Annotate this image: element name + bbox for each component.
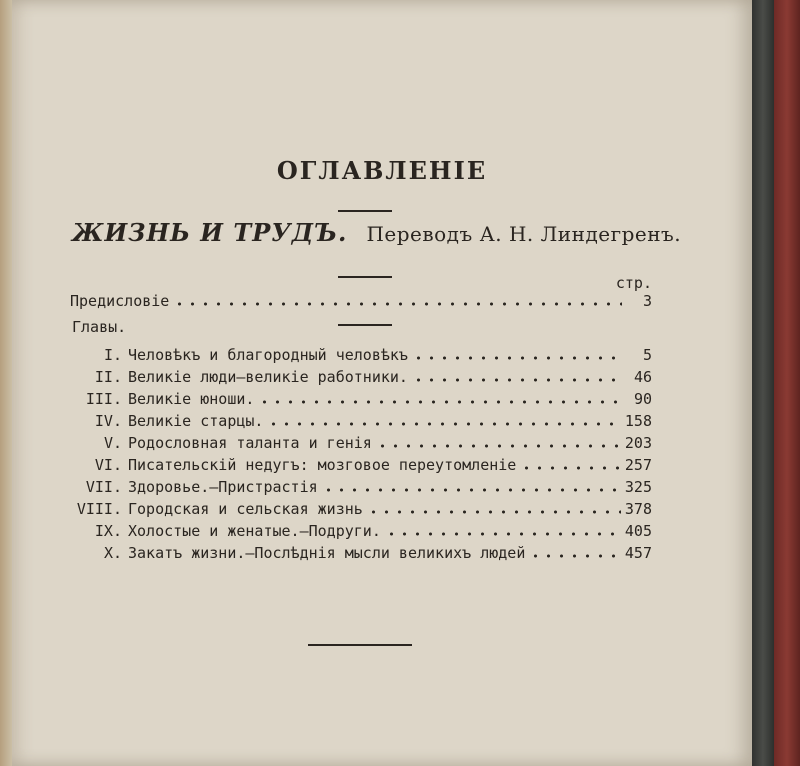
book-gutter	[0, 0, 12, 766]
chapter-title: Великiе старцы.	[128, 412, 264, 430]
chapter-page: 257	[624, 456, 652, 474]
title-divider	[338, 210, 392, 212]
dot-leader	[412, 356, 622, 360]
chapter-page: 5	[642, 346, 652, 364]
toc-preface-label: Предисловiе	[70, 292, 170, 310]
page-title: ОГЛАВЛЕНIЕ	[276, 156, 488, 185]
dot-leader	[258, 400, 622, 404]
toc-chapter-row[interactable]	[12, 386, 652, 408]
chapter-number: VIII.	[76, 500, 122, 518]
chapter-title: Закатъ жизни.—Послѣднiя мысли великихъ людей	[128, 544, 526, 562]
chapter-number: VI.	[94, 456, 122, 474]
dot-leader	[367, 510, 621, 514]
toc-chapter-row[interactable]	[12, 518, 652, 540]
book-title: ЖИЗНЬ И ТРУДЪ.	[72, 218, 348, 247]
toc-chapter-row[interactable]	[12, 342, 652, 364]
chapter-page: 46	[633, 368, 652, 386]
chapter-number: VII.	[85, 478, 122, 496]
book-cover-edge	[752, 0, 774, 766]
dot-leader	[520, 466, 621, 470]
dot-leader	[376, 444, 621, 448]
chapter-number: III.	[85, 390, 122, 408]
chapter-title: Холостые и женатые.—Подруги.	[128, 522, 381, 540]
chapter-number: I.	[103, 346, 122, 364]
chapter-page: 158	[624, 412, 652, 430]
chapter-number: II.	[94, 368, 122, 386]
chapter-title: Великiе люди—великiе работники.	[128, 368, 408, 386]
chapter-number: V.	[103, 434, 122, 452]
toc-chapter-row[interactable]	[12, 452, 652, 474]
dot-leader	[322, 488, 621, 492]
toc-chapter-row[interactable]	[12, 540, 652, 562]
book-divider	[338, 276, 392, 278]
end-rule	[308, 644, 412, 646]
dot-leader	[529, 554, 621, 558]
toc-chapter-row[interactable]	[12, 496, 652, 518]
toc-chapter-row[interactable]	[12, 408, 652, 430]
dot-leader	[267, 422, 620, 426]
toc-preface-row[interactable]	[70, 288, 652, 310]
chapter-page: 325	[624, 478, 652, 496]
toc-chapter-row[interactable]	[12, 364, 652, 386]
toc-chapter-row[interactable]	[12, 474, 652, 496]
page-column-header: стр.	[615, 274, 652, 292]
chapter-title: Человѣкъ и благородный человѣкъ	[128, 346, 408, 364]
chapter-title: Городская и сельская жизнь	[128, 500, 363, 518]
preface-divider	[338, 324, 392, 326]
chapter-page: 457	[624, 544, 652, 562]
toc-preface-page: 3	[642, 292, 652, 310]
chapter-title: Великiе юноши.	[128, 390, 255, 408]
chapters-heading: Главы.	[72, 318, 127, 336]
toc-chapter-row[interactable]	[12, 430, 652, 452]
dot-leader	[385, 532, 621, 536]
book-heading	[72, 218, 681, 247]
book-cover-spine	[774, 0, 800, 766]
book-translator: Переводъ А. Н. Линдегренъ.	[366, 222, 682, 246]
chapter-number: X.	[103, 544, 122, 562]
chapter-page: 378	[624, 500, 652, 518]
chapter-page: 90	[633, 390, 652, 408]
dot-leader	[412, 378, 622, 382]
chapter-page: 203	[624, 434, 652, 452]
chapter-title: Здоровье.—Пристрастiя	[128, 478, 318, 496]
book-page	[12, 0, 752, 766]
chapter-number: IV.	[94, 412, 122, 430]
dot-leader	[173, 302, 622, 306]
chapter-title: Писательскiй недугъ: мозговое переутомленiе	[128, 456, 517, 474]
chapter-title: Родословная таланта и генiя	[128, 434, 372, 452]
chapter-page: 405	[624, 522, 652, 540]
chapter-number: IX.	[94, 522, 122, 540]
